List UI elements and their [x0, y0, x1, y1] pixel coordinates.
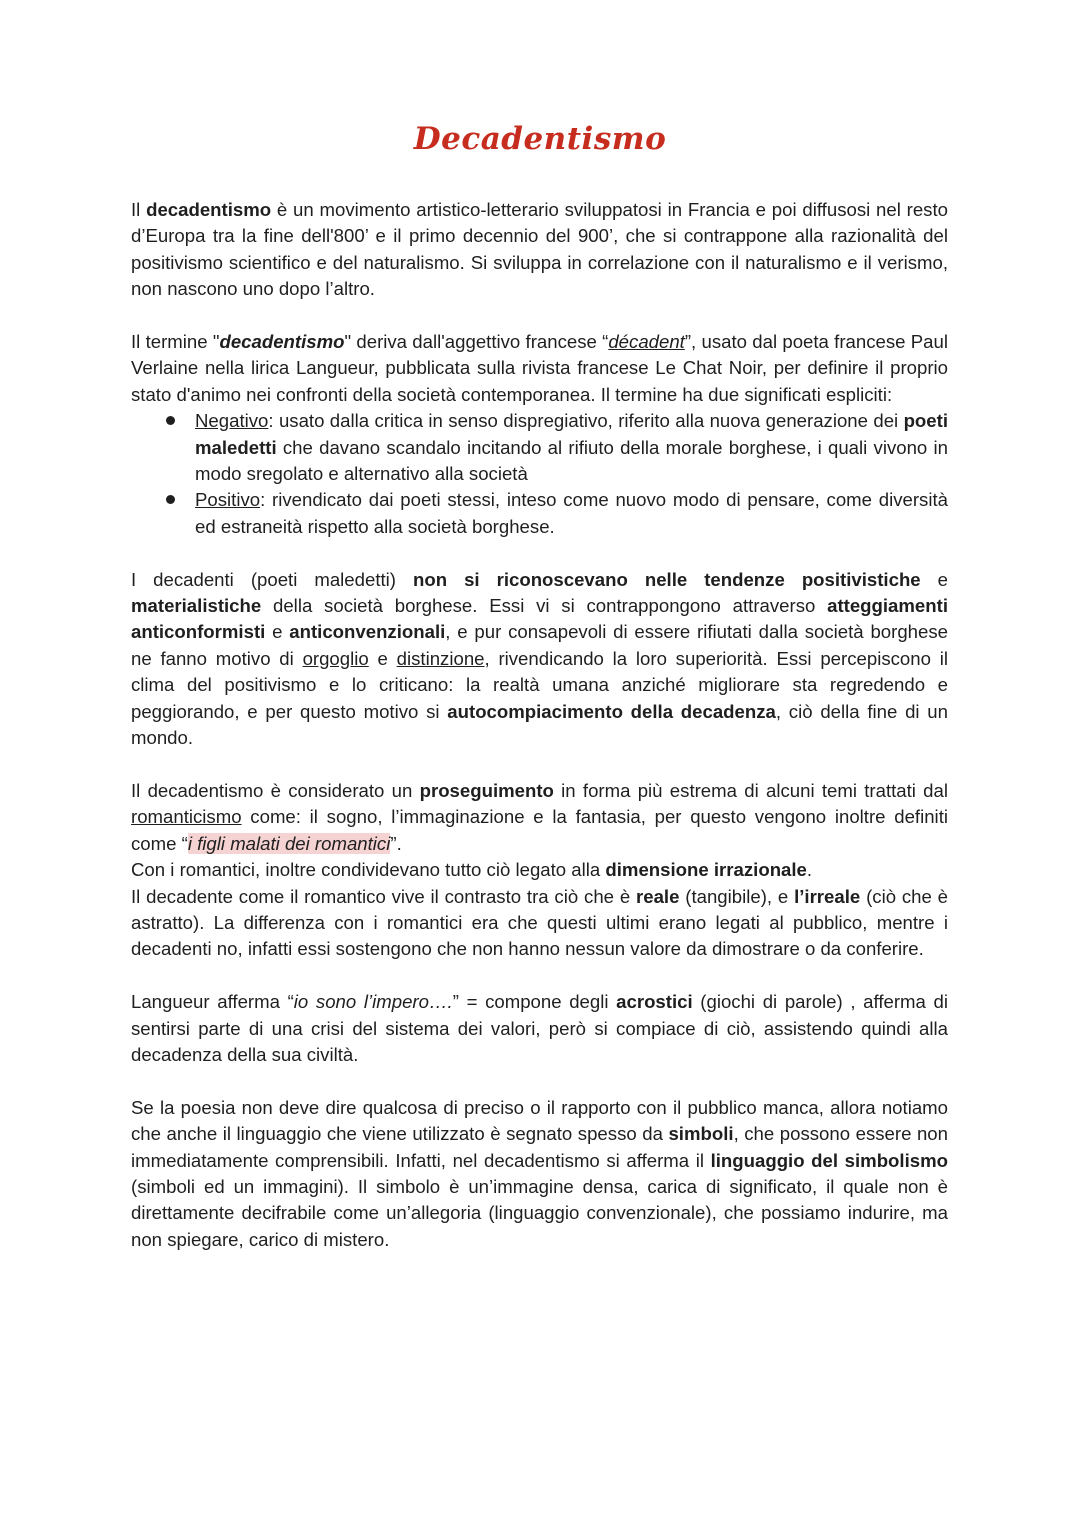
page-title: Decadentismo [413, 121, 667, 157]
meanings-list [131, 408, 948, 540]
paragraph-simbolismo: Se la poesia non deve dire qualcosa di preciso o il rapporto con il pubblico manca, allora notiamo che anche il linguaggio che viene utilizzato è segnato spesso da simboli, che possono essere non immediatamente comprensibili. Infatti, nel decadentismo si afferma il linguaggio del simbolismo (simboli ed un immagini). Il simbolo è un’immagine densa, carica di significato, il quale non è direttamente decifrabile come un’allegoria (linguaggio convenzionale), che possiamo indurire, ma non spiegare, carico di mistero. [131, 1096, 948, 1250]
bold-italic-term: decadentismo [219, 331, 345, 353]
underlined-term: décadent [608, 331, 685, 353]
paragraph-irrazionale: Con i romantici, inoltre condividevano tutto ciò legato alla dimensione irrazionale. [131, 859, 813, 881]
paragraph-decadenti: I decadenti (poeti maledetti) non si riconoscevano nelle tendenze positivistiche e materialistiche della società borghese. Essi vi si contrappongono attraverso atteggiamenti anticonformisti e anticonvenzionali, e pur consapevoli di essere rifiutati dalla società borghese ne fanno motivo di orgoglio e distinzione, rivendicando la loro superiorità. Essi percepiscono il clima del positivismo e lo criticano: la realtà umana anziché migliorare sta regredendo e peggiorando, e per questo motivo si autocompiacimento della decadenza, ciò della fine di un mondo. [131, 568, 948, 749]
bold-term: decadentismo [146, 199, 272, 220]
paragraph-romanticismo: Il decadentismo è considerato un proseguimento in forma più estrema di alcuni temi trattati dal romanticismo come: il sogno, l’immaginazione e la fantasia, per questo vengono inoltre definiti come “i figli malati dei romantici”. [131, 779, 948, 854]
paragraph-intro: Il decadentismo è un movimento artistico-letterario sviluppatosi in Francia e poi diffusosi nel resto d’Europa tra la fine dell'800’ e il primo decennio del 900’, che si contrappone alla razionalità del positivismo scientifico e del naturalismo. Si sviluppa in correlazione con il naturalismo e il verismo, non nascono uno dopo l’altro. [131, 199, 948, 300]
list-item-positivo: Positivo: rivendicato dai poeti stessi, inteso come nuovo modo di pensare, come diversità ed estraneità rispetto alla società borghese. [131, 487, 948, 540]
paragraph-langueur: Langueur afferma “io sono l’impero….” = compone degli acrostici (giochi di parole) , afferma di sentirsi parte di una crisi del sistema dei valori, però si compiace di ciò, assistendo quindi alla decadenza della sua civiltà. [131, 991, 948, 1065]
paragraph-reale-irreale: Il decadente come il romantico vive il contrasto tra ciò che è reale (tangibile), e l’irreale (ciò che è astratto). La differenza con i romantici era che questi ultimi erano legati al pubblico, mentre i decadenti no, infatti essi sostengono che non hanno nessun valore da dimostrare o da conferire. [131, 885, 949, 960]
paragraph-etymology: Il termine "decadentismo" deriva dall'aggettivo francese “décadent”, usato dal poeta francese Paul Verlaine nella lirica Langueur, pubblicata sulla rivista francese Le Chat Noir, per definire il proprio stato d'animo nei confronti della società contemporanea. Il termine ha due significati espliciti: [131, 331, 948, 405]
document-body [131, 197, 948, 1253]
bullet-icon [166, 495, 175, 504]
highlighted-quote: i figli malati dei romantici [187, 832, 391, 854]
bullet-icon [166, 416, 175, 425]
list-item-negativo: Negativo: usato dalla critica in senso dispregiativo, riferito alla nuova generazione dei poeti maledetti che davano scandalo incitando al rifiuto della morale borghese, i quali vivono in modo sregolato e alternativo alla società [131, 408, 948, 487]
